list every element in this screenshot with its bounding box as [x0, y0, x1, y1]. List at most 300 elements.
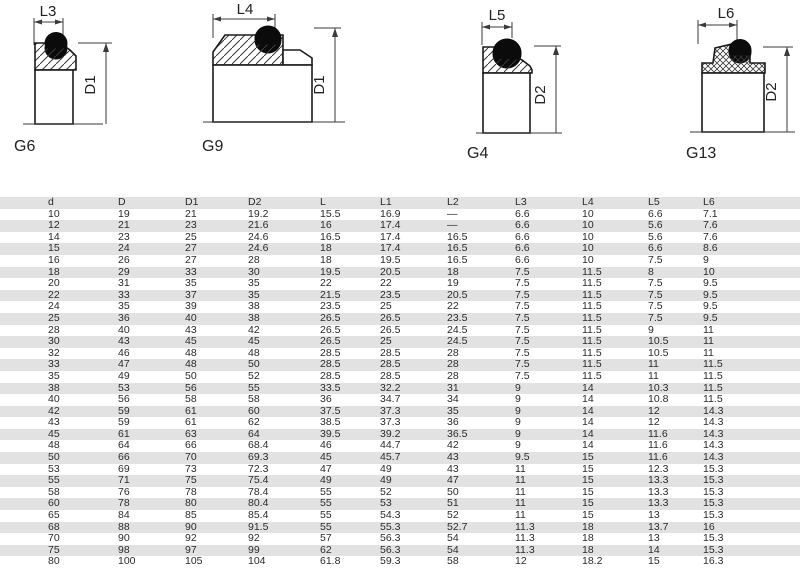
- table-cell: 6.6: [648, 243, 663, 255]
- table-cell: 26.5: [320, 324, 341, 336]
- table-cell: 13: [648, 510, 660, 522]
- g6-height-dim-label: D1: [82, 75, 99, 95]
- table-cell: 5.6: [648, 231, 663, 243]
- table-cell: 15: [582, 510, 594, 522]
- table-cell: 7.5: [515, 370, 530, 382]
- table-row: [0, 325, 800, 337]
- table-cell: 48: [185, 347, 197, 359]
- g9-cap-right: [283, 50, 312, 65]
- table-cell: 98: [118, 544, 130, 556]
- table-cell: 57: [320, 533, 332, 545]
- table-cell: 45: [185, 336, 197, 348]
- table-cell: 14.3: [703, 405, 724, 417]
- table-cell: 18: [447, 266, 459, 278]
- table-cell: 11: [703, 347, 714, 359]
- table-cell: 43: [118, 336, 130, 348]
- table-cell: 38: [248, 301, 260, 313]
- table-cell: 15.3: [703, 486, 724, 498]
- table-cell: 53: [380, 498, 392, 510]
- table-cell: 47: [118, 359, 130, 371]
- table-cell: 13.3: [648, 486, 669, 498]
- table-cell: 44.7: [380, 440, 401, 452]
- table-cell: 9: [515, 394, 521, 406]
- table-cell: 11.6: [648, 440, 668, 452]
- table-cell: 76: [118, 486, 130, 498]
- table-cell: 53: [48, 463, 60, 475]
- g9-diagram: [202, 1, 345, 155]
- table-cell: 61.8: [320, 556, 341, 568]
- table-cell: 58: [185, 394, 197, 406]
- table-cell: 28.5: [320, 347, 341, 359]
- table-cell: 59: [118, 417, 130, 429]
- table-cell: 23.5: [447, 312, 468, 324]
- table-cell: 54.3: [380, 510, 401, 522]
- table-cell: 7.5: [648, 278, 663, 290]
- table-cell: 24.5: [447, 324, 468, 336]
- table-row: [0, 406, 800, 418]
- table-cell: 25: [380, 301, 392, 313]
- table-row: [0, 556, 800, 568]
- table-cell: 80.4: [248, 498, 269, 510]
- table-cell: 54: [447, 544, 459, 556]
- table-cell: 11.5: [582, 301, 602, 313]
- g4-part-label: G4: [467, 145, 489, 162]
- table-cell: 11.5: [582, 312, 602, 324]
- table-cell: 18.2: [582, 556, 603, 568]
- table-cell: 23.5: [380, 289, 401, 301]
- table-body: [0, 209, 800, 568]
- table-cell: 36: [447, 417, 459, 429]
- table-cell: 16.5: [447, 254, 468, 266]
- table-cell: 8: [648, 266, 654, 278]
- table-cell: 43: [48, 417, 60, 429]
- table-cell: 26: [118, 254, 130, 266]
- table-row: [0, 243, 800, 255]
- table-cell: 16: [703, 521, 715, 533]
- table-cell: 10.5: [648, 347, 669, 359]
- table-cell: 24: [118, 243, 130, 255]
- table-cell: 10.5: [648, 336, 669, 348]
- column-header: L6: [703, 197, 715, 208]
- table-row: [0, 475, 800, 487]
- table-cell: 55: [320, 521, 332, 533]
- table-cell: 11: [648, 370, 659, 382]
- g9-width-dim-label: L4: [236, 1, 254, 18]
- table-cell: 75: [48, 544, 60, 556]
- table-cell: 7.5: [515, 336, 530, 348]
- table-cell: 27: [185, 243, 197, 255]
- column-header: L3: [515, 197, 527, 208]
- table-cell: 17.4: [380, 243, 401, 255]
- table-row: [0, 545, 800, 557]
- table-cell: 23: [118, 231, 130, 243]
- table-cell: 23.5: [320, 301, 341, 313]
- table-cell: 40: [118, 324, 130, 336]
- table-cell: 32: [48, 347, 60, 359]
- g4-body: [483, 73, 530, 133]
- table-cell: 25: [185, 231, 197, 243]
- table-cell: 47: [320, 463, 332, 475]
- table-cell: 50: [447, 486, 459, 498]
- table-cell: 10: [582, 208, 594, 220]
- table-cell: 35: [48, 370, 60, 382]
- table-row: [0, 394, 800, 406]
- table-cell: 19.5: [320, 266, 341, 278]
- table-row: [0, 301, 800, 313]
- table-cell: 58: [248, 394, 260, 406]
- table-cell: 43: [447, 463, 459, 475]
- table-cell: 99: [248, 544, 260, 556]
- table-cell: 64: [248, 428, 260, 440]
- table-cell: 14: [582, 428, 594, 440]
- table-cell: 80: [48, 556, 60, 568]
- table-cell: 9.5: [703, 301, 718, 313]
- table-cell: 11.3: [515, 544, 535, 556]
- table-cell: 48: [48, 440, 60, 452]
- table-cell: 78.4: [248, 486, 269, 498]
- table-cell: 20: [48, 278, 60, 290]
- table-cell: 15: [582, 498, 594, 510]
- table-cell: 49: [118, 370, 130, 382]
- table-cell: 14: [582, 440, 594, 452]
- table-cell: 28.5: [380, 370, 401, 382]
- table-cell: 11.5: [582, 347, 602, 359]
- table-cell: 70: [48, 533, 60, 545]
- column-header: D: [118, 197, 126, 208]
- table-cell: 18: [582, 533, 594, 545]
- table-cell: 84: [118, 510, 130, 522]
- table-cell: 36: [320, 394, 332, 406]
- table-cell: 7.5: [648, 254, 663, 266]
- table-row: [0, 440, 800, 452]
- table-cell: 11.5: [703, 370, 723, 382]
- table-cell: 11.5: [582, 289, 602, 301]
- table-cell: 34.7: [380, 394, 401, 406]
- seal-profiles-drawing: [0, 0, 800, 197]
- table-cell: 11.3: [515, 533, 535, 545]
- table-cell: 13.3: [648, 475, 669, 487]
- table-cell: 52: [248, 370, 260, 382]
- table-cell: 7.5: [515, 266, 530, 278]
- table-cell: 68.4: [248, 440, 269, 452]
- table-cell: 55: [320, 486, 332, 498]
- table-cell: 17.4: [380, 220, 401, 232]
- table-cell: 16.5: [320, 231, 341, 243]
- table-cell: 18: [582, 521, 594, 533]
- table-cell: 35: [248, 289, 260, 301]
- table-cell: 104: [248, 556, 266, 568]
- g6-diagram: [14, 3, 112, 155]
- column-header: D1: [185, 197, 199, 208]
- table-cell: 10.3: [648, 382, 669, 394]
- table-cell: 24.6: [248, 231, 269, 243]
- table-cell: 15: [582, 452, 594, 464]
- table-cell: 12: [515, 556, 527, 568]
- table-cell: 75: [185, 475, 197, 487]
- table-cell: 66: [118, 452, 130, 464]
- table-cell: 6.6: [648, 208, 663, 220]
- table-cell: 43: [447, 452, 459, 464]
- table-row: [0, 498, 800, 510]
- table-cell: 9.5: [703, 289, 718, 301]
- profile-diagrams: [0, 0, 800, 197]
- g9-height-dim-label: D1: [311, 75, 328, 95]
- table-cell: 39.5: [320, 428, 341, 440]
- table-cell: 11.5: [582, 266, 602, 278]
- table-cell: 52: [380, 486, 392, 498]
- table-cell: 16.5: [447, 243, 468, 255]
- table-cell: 16.5: [447, 231, 468, 243]
- table-cell: 55.3: [380, 521, 401, 533]
- table-cell: 20.5: [447, 289, 468, 301]
- table-cell: 52.7: [447, 521, 468, 533]
- table-cell: 62: [320, 544, 332, 556]
- table-cell: 26.5: [320, 336, 341, 348]
- table-cell: 50: [48, 452, 60, 464]
- table-cell: 48: [248, 347, 260, 359]
- table-cell: 11.5: [703, 382, 723, 394]
- table-cell: 37: [185, 289, 197, 301]
- table-cell: 35: [447, 405, 459, 417]
- table-cell: 60: [248, 405, 260, 417]
- table-cell: 97: [185, 544, 197, 556]
- table-cell: 10: [582, 220, 594, 232]
- table-cell: 38.5: [320, 417, 341, 429]
- table-cell: 11.6: [648, 428, 668, 440]
- table-cell: 6.6: [515, 254, 530, 266]
- table-cell: 33.5: [320, 382, 341, 394]
- table-cell: 18: [320, 243, 332, 255]
- table-row: [0, 464, 800, 476]
- table-cell: 11.5: [703, 359, 723, 371]
- table-cell: 73: [185, 463, 197, 475]
- table-cell: 11: [515, 475, 526, 487]
- table-cell: 53: [118, 382, 130, 394]
- table-cell: 28: [447, 347, 459, 359]
- table-cell: 56.3: [380, 544, 401, 556]
- table-cell: 40: [185, 312, 197, 324]
- table-cell: 14: [582, 417, 594, 429]
- table-cell: 7.5: [515, 289, 530, 301]
- table-cell: 85: [185, 510, 197, 522]
- table-cell: 46: [118, 347, 130, 359]
- table-row: [0, 452, 800, 464]
- table-row: [0, 348, 800, 360]
- table-cell: 33: [118, 289, 130, 301]
- table-cell: 37.5: [320, 405, 341, 417]
- table-cell: 7.6: [703, 220, 718, 232]
- table-cell: 7.5: [515, 347, 530, 359]
- table-cell: 9.5: [515, 452, 530, 464]
- table-cell: 28.5: [320, 359, 341, 371]
- table-cell: 15: [48, 243, 60, 255]
- table-header: [0, 197, 800, 209]
- table-cell: 42: [447, 440, 459, 452]
- table-cell: 6.6: [515, 220, 530, 232]
- table-cell: 6.6: [515, 243, 530, 255]
- table-row: [0, 278, 800, 290]
- table-cell: 58: [447, 556, 459, 568]
- table-cell: 61: [185, 405, 197, 417]
- table-row: [0, 383, 800, 395]
- table-cell: 19: [447, 278, 459, 290]
- table-cell: 91.5: [248, 521, 269, 533]
- table-row: [0, 336, 800, 348]
- table-cell: 22: [48, 289, 60, 301]
- table-cell: 56.3: [380, 533, 401, 545]
- table-cell: 11: [515, 510, 526, 522]
- table-cell: 7.5: [648, 301, 663, 313]
- table-cell: 16.3: [703, 556, 724, 568]
- table-cell: 17.4: [380, 231, 401, 243]
- table-cell: 60: [48, 498, 60, 510]
- table-cell: 90: [185, 521, 197, 533]
- table-cell: 9: [515, 428, 521, 440]
- table-cell: 11.5: [582, 324, 602, 336]
- table-cell: 14.3: [703, 417, 724, 429]
- table-cell: 45: [48, 428, 60, 440]
- table-cell: 55: [248, 382, 260, 394]
- table-cell: 7.5: [515, 324, 530, 336]
- table-cell: 21: [118, 220, 130, 232]
- table-cell: 42: [248, 324, 260, 336]
- table-cell: 11: [515, 463, 526, 475]
- table-row: [0, 209, 800, 221]
- table-cell: 90: [118, 533, 130, 545]
- g4-width-dim-label: L5: [488, 7, 506, 24]
- table-cell: 11.5: [703, 394, 723, 406]
- table-cell: 68: [48, 521, 60, 533]
- g13-diagram: [686, 5, 795, 162]
- table-cell: 49: [380, 475, 392, 487]
- table-cell: 63: [185, 428, 197, 440]
- column-header: d: [48, 197, 54, 208]
- table-cell: 28: [248, 254, 260, 266]
- column-header: L: [320, 197, 326, 208]
- table-cell: 9.5: [703, 278, 718, 290]
- table-cell: 28.5: [380, 359, 401, 371]
- table-row: [0, 290, 800, 302]
- table-cell: 31: [118, 278, 130, 290]
- column-header: L1: [380, 197, 392, 208]
- table-cell: 20.5: [380, 266, 401, 278]
- table-cell: 45: [248, 336, 260, 348]
- table-cell: 15.3: [703, 498, 724, 510]
- table-cell: 50: [248, 359, 260, 371]
- table-cell: 12.3: [648, 463, 669, 475]
- table-cell: 22: [320, 278, 332, 290]
- table-cell: 6.6: [515, 231, 530, 243]
- table-cell: 54: [447, 533, 459, 545]
- g9-part-label: G9: [202, 138, 224, 155]
- table-cell: 28: [447, 370, 459, 382]
- table-cell: 9: [515, 417, 521, 429]
- table-cell: 14.3: [703, 452, 724, 464]
- table-row: [0, 220, 800, 232]
- table-row: [0, 267, 800, 279]
- table-cell: 65: [48, 510, 60, 522]
- table-cell: 70: [185, 452, 197, 464]
- g6-width-dim-label: L3: [39, 3, 57, 20]
- g13-height-dim-label: D2: [763, 82, 780, 102]
- table-cell: —: [447, 220, 458, 232]
- table-cell: 66: [185, 440, 197, 452]
- table-cell: 7.1: [703, 208, 718, 220]
- table-cell: 12: [648, 417, 660, 429]
- table-row: [0, 255, 800, 267]
- table-cell: 28.5: [380, 347, 401, 359]
- table-cell: 30: [248, 266, 260, 278]
- table-cell: 9.5: [703, 312, 718, 324]
- table-cell: 92: [185, 533, 197, 545]
- table-cell: 55: [320, 498, 332, 510]
- table-cell: 11: [703, 336, 714, 348]
- table-cell: 45: [320, 452, 332, 464]
- table-cell: 13.7: [648, 521, 669, 533]
- table-cell: 78: [185, 486, 197, 498]
- table-cell: 32.2: [380, 382, 401, 394]
- table-cell: 19: [118, 208, 130, 220]
- table-cell: 15.3: [703, 475, 724, 487]
- table-cell: 18: [320, 254, 332, 266]
- table-cell: 78: [118, 498, 130, 510]
- table-cell: 36.5: [447, 428, 468, 440]
- table-cell: 15.5: [320, 208, 341, 220]
- table-cell: 42: [48, 405, 60, 417]
- g4-diagram: [467, 7, 562, 162]
- column-header: D2: [248, 197, 262, 208]
- table-row: [0, 429, 800, 441]
- table-cell: 51: [447, 498, 459, 510]
- column-header: L5: [648, 197, 660, 208]
- table-cell: 24.5: [447, 336, 468, 348]
- table-cell: 69: [118, 463, 130, 475]
- table-cell: 100: [118, 556, 136, 568]
- table-cell: 26.5: [320, 312, 341, 324]
- table-cell: 11: [515, 498, 526, 510]
- table-cell: 24: [48, 301, 60, 313]
- table-cell: 28: [48, 324, 60, 336]
- g13-body: [702, 73, 764, 132]
- table-cell: 15.3: [703, 544, 724, 556]
- table-cell: 55: [48, 475, 60, 487]
- table-cell: 7.5: [515, 278, 530, 290]
- table-cell: 38: [248, 312, 260, 324]
- table-cell: 105: [185, 556, 203, 568]
- dimensions-table: [0, 197, 800, 568]
- table-cell: 50: [185, 370, 197, 382]
- table-cell: 22: [380, 278, 392, 290]
- table-cell: 37.3: [380, 405, 401, 417]
- table-cell: 39: [185, 301, 197, 313]
- table-cell: 7.5: [515, 312, 530, 324]
- table-cell: 15.3: [703, 533, 724, 545]
- column-header: L2: [447, 197, 459, 208]
- table-cell: 28.5: [320, 370, 341, 382]
- table-cell: 9: [703, 254, 709, 266]
- table-cell: 14: [582, 382, 594, 394]
- table-cell: 14: [648, 544, 660, 556]
- table-cell: 11.5: [582, 370, 602, 382]
- table-cell: 16: [320, 220, 332, 232]
- table-cell: 33: [48, 359, 60, 371]
- table-cell: 7.5: [515, 301, 530, 313]
- table-cell: 64: [118, 440, 130, 452]
- table-cell: 55: [320, 510, 332, 522]
- table-cell: 11.3: [515, 521, 535, 533]
- table-cell: 88: [118, 521, 130, 533]
- table-cell: 12: [648, 405, 660, 417]
